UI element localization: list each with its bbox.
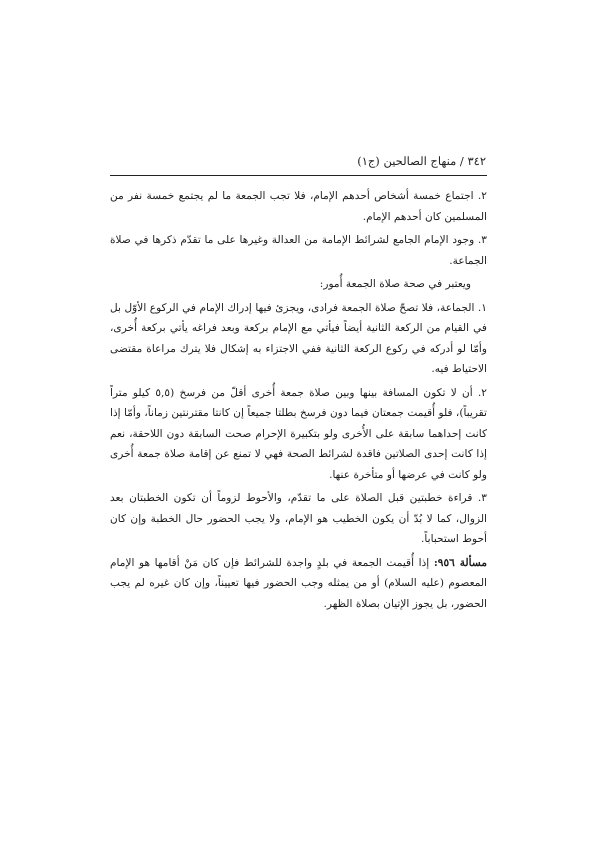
paragraph-text: ١. الجماعة، فلا تصحّ صلاة الجمعة فرادى، ويجزئ فيها إدراك الإمام في الركوع الأوّل بل في القيام من الركعة الثانية أيضاً فيأتي مع الإمام بركعة وبعد فراغه يأتي بركعة أُخرى، وأمّا لو أدركه في ركوع الركعة الثانية ففي الاجتزاء به إشكال فلا يترك مراعاة مقتضى الاحتياط فيه. — [110, 301, 487, 375]
paragraph-requirement-2 — [110, 383, 487, 486]
paragraph-issue-956 — [110, 553, 487, 615]
body-text — [110, 186, 487, 617]
paragraph-requirement-3 — [110, 488, 487, 550]
issue-number: مسألة ٩٥٦: — [433, 556, 488, 569]
paragraph-text: ٣. وجود الإمام الجامع لشرائط الإمامة من العدالة وغيرها على ما تقدّم ذكرها في صلاة الجماعة. — [110, 234, 487, 267]
running-header: ٣٤٢ / منهاج الصالحين (ج١) — [357, 154, 486, 168]
paragraph-requirement-1 — [110, 298, 487, 380]
paragraph-requirements-intro — [110, 274, 487, 295]
paragraph-condition-3 — [110, 230, 487, 271]
paragraph-text: ٢. أن لا تكون المسافة بينها وبين صلاة جمعة أُخرى أقلّ من فرسخ (٥,٥ كيلو متراً تقريباً)، فلو أُقيمت جمعتان فيما دون فرسخ بطلتا جميعاً إن كانتا مقترنتين زماناً، وأمّا إذا كانت إحداهما سابقة على الأُخرى ولو بتكبيرة الإحرام صحت السابقة دون اللاحقة، نعم إذا كانت إحدى الصلاتين فاقدة لشرائط الصحة فهي لا تمنع عن إقامة صلاة جمعة أُخرى ولو كانت في عرضها أو متأخرة عنها. — [110, 386, 487, 481]
paragraph-condition-2 — [110, 186, 487, 227]
paragraph-text: إذا أُقيمت الجمعة في بلدٍ واجدة للشرائط فإن كان مَنْ أقامها هو الإمام المعصوم (عليه السلام) أو من يمثله وجب الحضور فيها تعييناً، وإن كان غيره لم يجب الحضور، بل يجوز الإتيان بصلاة الظهر. — [110, 556, 487, 610]
header-rule — [110, 175, 487, 176]
paragraph-text: ٣. قراءة خطبتين قبل الصلاة على ما تقدّم، والأحوط لزوماً أن تكون الخطبتان بعد الزوال، كما لا بُدّ أن يكون الخطيب هو الإمام، ولا يجب الحضور حال الخطبة وإن كان أحوط استحباباً. — [110, 492, 487, 545]
paragraph-text: ويعتبر في صحة صلاة الجمعة أُمور: — [319, 278, 471, 290]
paragraph-text: ٢. اجتماع خمسة أشخاص أحدهم الإمام، فلا تجب الجمعة ما لم يجتمع خمسة نفر من المسلمين كان أحدهم الإمام. — [110, 190, 487, 223]
